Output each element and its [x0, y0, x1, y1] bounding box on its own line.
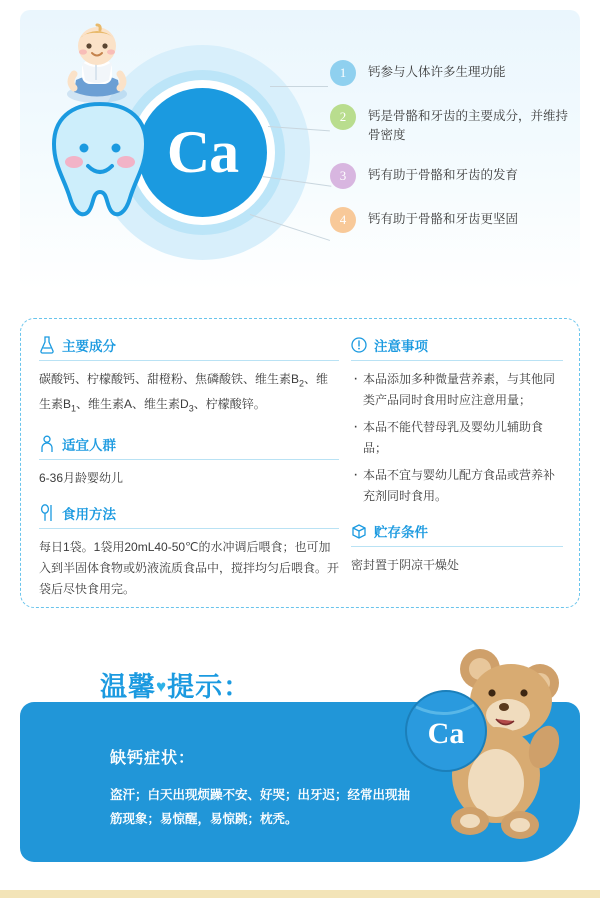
flask-icon — [39, 336, 55, 354]
benefit-badge-1: 1 — [330, 60, 356, 86]
warm-tip-label — [100, 665, 251, 704]
exclamation-icon — [351, 336, 367, 354]
section-header-ingredients — [39, 335, 339, 361]
bear-illustration — [368, 635, 583, 850]
benefit-item — [330, 60, 580, 86]
panel-right-column — [351, 335, 563, 590]
section-body-ingredients: 碳酸钙、柠檬酸钙、甜橙粉、焦磷酸铁、维生素$B_2$、维生素$B_1$、维生素A、维生素$D_3$、柠檬酸锌。 — [39, 372, 329, 414]
benefit-item — [330, 163, 580, 189]
section-header-notes — [351, 335, 563, 361]
svg-text:Ca: Ca — [427, 717, 465, 750]
heart-icon: ♥ — [156, 677, 168, 696]
tooth-illustration — [48, 100, 152, 220]
section-body-audience: 6-36月龄婴幼儿 — [39, 470, 124, 485]
benefit-item — [330, 207, 580, 233]
warm-tip-colon: ： — [223, 672, 252, 702]
bottom-bar — [0, 882, 600, 898]
section-title-ingredients: 主要成分 — [62, 339, 116, 354]
benefit-badge-4: 4 — [330, 207, 356, 233]
section-header-usage — [39, 503, 339, 529]
section-body-storage: 密封置于阴凉干燥处 — [351, 558, 460, 572]
note-item: · 本品不宜与婴幼儿配方食品或营养补充剂同时食用。 — [363, 465, 563, 507]
baby-illustration — [52, 22, 142, 107]
benefit-text-4: 钙有助于骨骼和牙齿更坚固 — [368, 212, 519, 226]
note-item: · 本品添加多种微量营养素，与其他同类产品同时食用时应注意用量； — [363, 369, 563, 411]
symptom-title: 缺钙症状： — [110, 750, 196, 767]
box-icon — [351, 522, 367, 540]
benefit-text-1: 钙参与人体许多生理功能 — [368, 65, 506, 79]
symptom-body: 盗汗；白天出现烦躁不安、好哭；出牙迟；经常出现抽筋现象；易惊醒，易惊跳；枕秃。 — [110, 788, 411, 826]
product-info-panel — [20, 318, 580, 608]
warm-tip-part2: 提示 — [167, 672, 224, 702]
note-item: · 本品不能代替母乳及婴幼儿辅助食品； — [363, 417, 563, 459]
warm-tip-part1: 温馨 — [100, 672, 156, 702]
bottom-bar-inner — [0, 882, 600, 890]
section-header-audience — [39, 434, 339, 460]
section-title-usage: 食用方法 — [62, 506, 116, 522]
tip-section — [0, 620, 600, 898]
benefits-list — [330, 60, 580, 251]
benefit-item — [330, 104, 580, 145]
section-title-notes: 注意事项 — [374, 339, 428, 354]
section-header-storage — [351, 521, 563, 547]
benefit-badge-3: 3 — [330, 163, 356, 189]
leader-line-1 — [270, 86, 328, 87]
section-title-audience: 适宜人群 — [62, 437, 116, 453]
panel-left-column — [39, 335, 339, 614]
hero-section — [0, 0, 600, 300]
section-body-usage: 每日1袋。1袋用20mL40-50℃的水冲调后喂食；也可加入到半固体食物或奶液流质食品中，搅拌均匀后喂食。开袋后尽快食用完。 — [39, 539, 340, 596]
benefit-text-2: 钙是骨骼和牙齿的主要成分，并维持骨密度 — [368, 109, 569, 142]
spoon-icon — [39, 504, 55, 522]
person-icon — [39, 435, 55, 453]
notes-list — [351, 369, 563, 507]
benefit-badge-2: 2 — [330, 104, 356, 130]
section-title-storage: 贮存条件 — [374, 525, 428, 540]
benefit-text-3: 钙有助于骨骼和牙齿的发育 — [368, 168, 519, 182]
calcium-symbol: Ca — [166, 119, 239, 185]
